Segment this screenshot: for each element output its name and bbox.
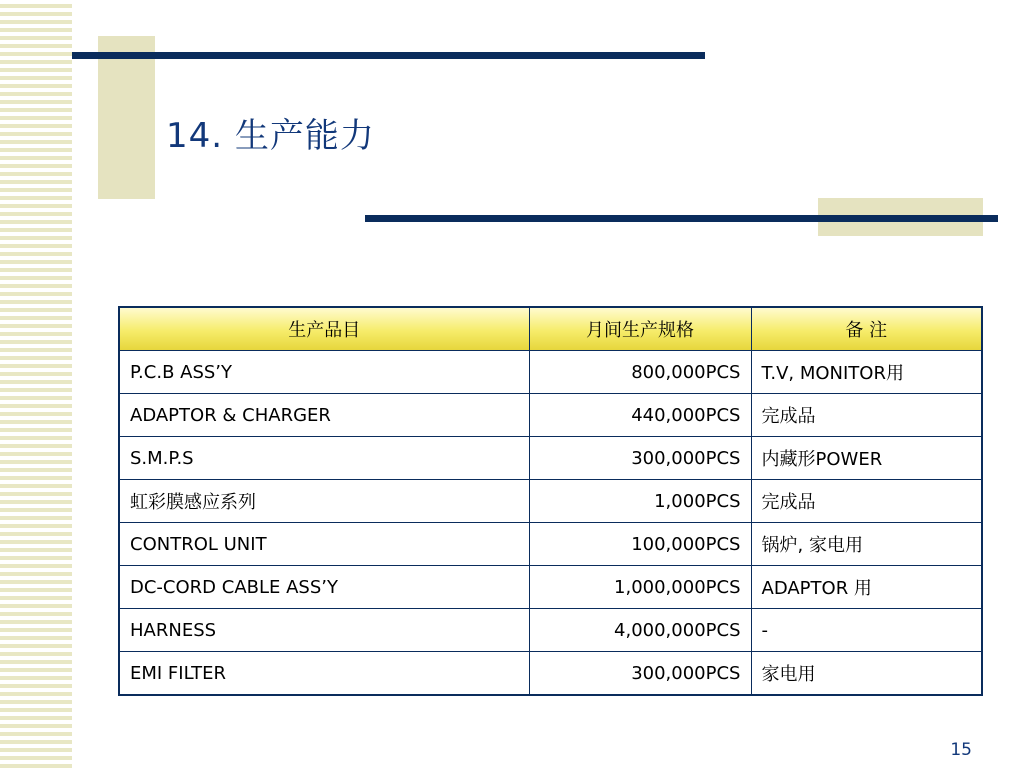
decorative-stripe-band: [0, 0, 72, 768]
product-cell: CONTROL UNIT: [119, 523, 529, 566]
remark-cell: 完成品: [751, 480, 982, 523]
remark-cell: ADAPTOR 用: [751, 566, 982, 609]
header-monthly-capacity: 月间生产规格: [529, 307, 751, 351]
product-cell: P.C.B ASS’Y: [119, 351, 529, 394]
table-row: [119, 609, 982, 652]
remark-cell: -: [751, 609, 982, 652]
product-cell: DC-CORD CABLE ASS’Y: [119, 566, 529, 609]
table-header-row: [119, 307, 982, 351]
remark-cell: T.V, MONITOR用: [751, 351, 982, 394]
product-cell: S.M.P.S: [119, 437, 529, 480]
decorative-block-left: [98, 36, 155, 199]
header-remarks: 备 注: [751, 307, 982, 351]
product-cell: 虹彩膜感应系列: [119, 480, 529, 523]
capacity-cell: 1,000,000PCS: [529, 566, 751, 609]
header-product-item: 生产品目: [119, 307, 529, 351]
decorative-line-middle: [365, 215, 998, 222]
product-cell: ADAPTOR & CHARGER: [119, 394, 529, 437]
capacity-cell: 440,000PCS: [529, 394, 751, 437]
product-cell: EMI FILTER: [119, 652, 529, 696]
production-capacity-table: [118, 306, 983, 696]
table-row: [119, 480, 982, 523]
table-row: [119, 394, 982, 437]
page-number: 15: [950, 740, 972, 760]
table-row: [119, 652, 982, 696]
capacity-cell: 300,000PCS: [529, 437, 751, 480]
table-row: [119, 523, 982, 566]
remark-cell: 锅炉, 家电用: [751, 523, 982, 566]
remark-cell: 完成品: [751, 394, 982, 437]
remark-cell: 家电用: [751, 652, 982, 696]
table-row: [119, 437, 982, 480]
product-cell: HARNESS: [119, 609, 529, 652]
capacity-cell: 100,000PCS: [529, 523, 751, 566]
remark-cell: 内藏形POWER: [751, 437, 982, 480]
table-row: [119, 566, 982, 609]
slide-title: 14. 生产能力: [166, 116, 375, 156]
capacity-cell: 300,000PCS: [529, 652, 751, 696]
capacity-cell: 1,000PCS: [529, 480, 751, 523]
table-row: [119, 351, 982, 394]
decorative-line-top: [72, 52, 705, 59]
capacity-cell: 800,000PCS: [529, 351, 751, 394]
capacity-cell: 4,000,000PCS: [529, 609, 751, 652]
